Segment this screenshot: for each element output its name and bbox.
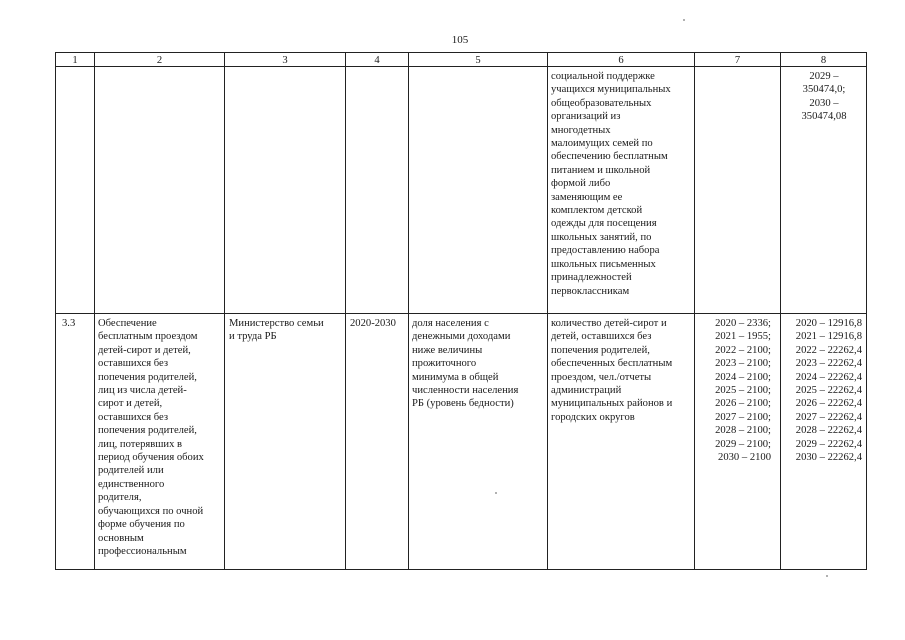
header-col-8: 8 [820, 55, 827, 66]
column-border [55, 52, 56, 570]
column-border [345, 52, 346, 570]
header-col-7: 7 [734, 55, 741, 66]
row-3-3-col-5: доля населения с денежными доходами ниже величины прожиточного минимума в общей численности населения РБ (уровень бедности) [412, 318, 519, 410]
row-3-3-col-3: Министерство семьи и труда РБ [229, 318, 324, 343]
column-border [694, 52, 695, 570]
header-col-5: 5 [475, 55, 481, 66]
header-col-2: 2 [156, 55, 163, 66]
table-top-border [55, 52, 867, 53]
row-separator [55, 313, 867, 314]
column-border [408, 52, 409, 570]
column-border [224, 52, 225, 570]
column-border [780, 52, 781, 570]
row-3-3-col-8: 2020 – 12916,8 2021 – 12916,8 2022 – 22262,4 2023 – 22262,4 2024 – 22262,4 2025 – 22262,4 2026 – 22262,4 2027 – 22262,4 2028 – 22262,4 2029 – 22262,4 2030 – 22262,4 [795, 318, 862, 464]
column-border [94, 52, 95, 570]
header-col-3: 3 [282, 55, 288, 66]
scan-speck [826, 575, 828, 577]
header-col-4: 4 [374, 55, 380, 66]
continued-row-col-6: социальной поддержке учащихся муниципальных общеобразовательных организаций из многодетных малоимущих семей по обеспечению бесплатным питанием и школьной формой либо заменяющим ее комплектом детской одежды для посещения школьных занятий, по предоставлению набора школьных письменных принадлежностей первоклассникам [551, 71, 671, 297]
scan-speck [495, 492, 497, 494]
row-3-3-col-6: количество детей-сирот и детей, оставшихся без попечения родителей, обеспеченных бесплатным проездом, чел./отчеты администраций муниципальных районов и городских округов [551, 318, 673, 423]
table-bottom-border [55, 569, 867, 570]
row-3-3-col-4: 2020-2030 [350, 318, 396, 329]
page-number: 105 [451, 34, 469, 46]
scan-speck [683, 19, 685, 21]
continued-row-col-8: 2029 – 350474,0; 2030 – 350474,08 [801, 71, 847, 123]
header-col-1: 1 [72, 55, 78, 66]
column-border [547, 52, 548, 570]
column-border [866, 52, 867, 570]
row-3-3-col-7: 2020 – 2336; 2021 – 1955; 2022 – 2100; 2023 – 2100; 2024 – 2100; 2025 – 2100; 2026 – 2100; 2027 – 2100; 2028 – 2100; 2029 – 2100; 2030 – 2100 [715, 318, 771, 464]
row-3-3-number: 3.3 [62, 318, 76, 329]
header-col-6: 6 [618, 55, 624, 66]
row-3-3-col-2: Обеспечение бесплатным проездом детей-сирот и детей, оставшихся без попечения родителей, лиц из числа детей- сирот и детей, оставшихся без попечения родителей, лиц, потерявших в период обучения обоих родителей или единственного родителя, обучающихся по очной форме обучения по основным профессиональным [98, 318, 204, 557]
